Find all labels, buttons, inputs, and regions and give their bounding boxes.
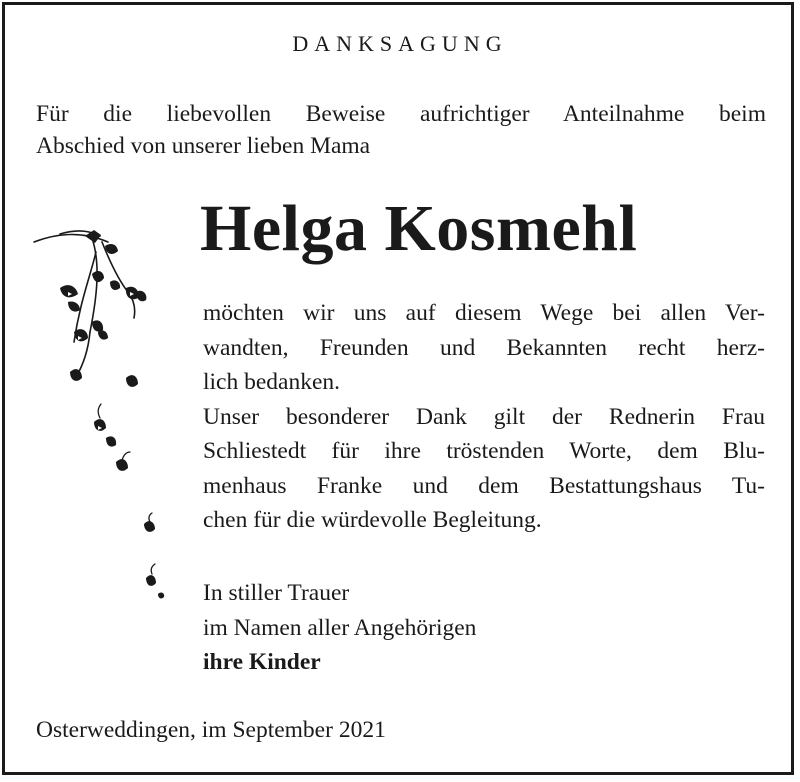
- intro-line-2: Abschied von unserer lieben Mama: [36, 133, 371, 159]
- closing-line-1: In stiller Trauer: [203, 580, 350, 606]
- closing-line-2: im Namen aller Angehörigen: [203, 614, 477, 641]
- deceased-name: Helga Kosmehl: [200, 192, 638, 265]
- notice-heading: DANKSAGUNG: [292, 31, 508, 56]
- intro-text: [36, 98, 766, 162]
- place-date: Osterweddingen, im September 2021: [36, 717, 386, 743]
- body-line: Schliestedt für ihre tröstenden Worte, dem Blu-: [203, 438, 765, 464]
- intro-line-1: Für die liebevollen Beweise aufrichtiger Anteilnahme beim: [36, 101, 766, 127]
- birch-branch-icon: [30, 222, 180, 622]
- body-line: chen für die würdevolle Begleitung.: [203, 507, 542, 533]
- signature: ihre Kinder: [203, 649, 321, 675]
- body-line: Unser besonderer Dank gilt der Rednerin Frau: [203, 403, 765, 430]
- body-line: menhaus Franke und dem Bestattungshaus Tu-: [203, 472, 765, 499]
- thank-you-text: [203, 296, 765, 538]
- closing-block: [203, 576, 476, 680]
- body-line: lich bedanken.: [203, 369, 341, 395]
- body-line: möchten wir uns auf diesem Wege bei allen Ver-: [203, 300, 765, 326]
- body-line: wandten, Freunden und Bekannten recht herz-: [203, 334, 765, 361]
